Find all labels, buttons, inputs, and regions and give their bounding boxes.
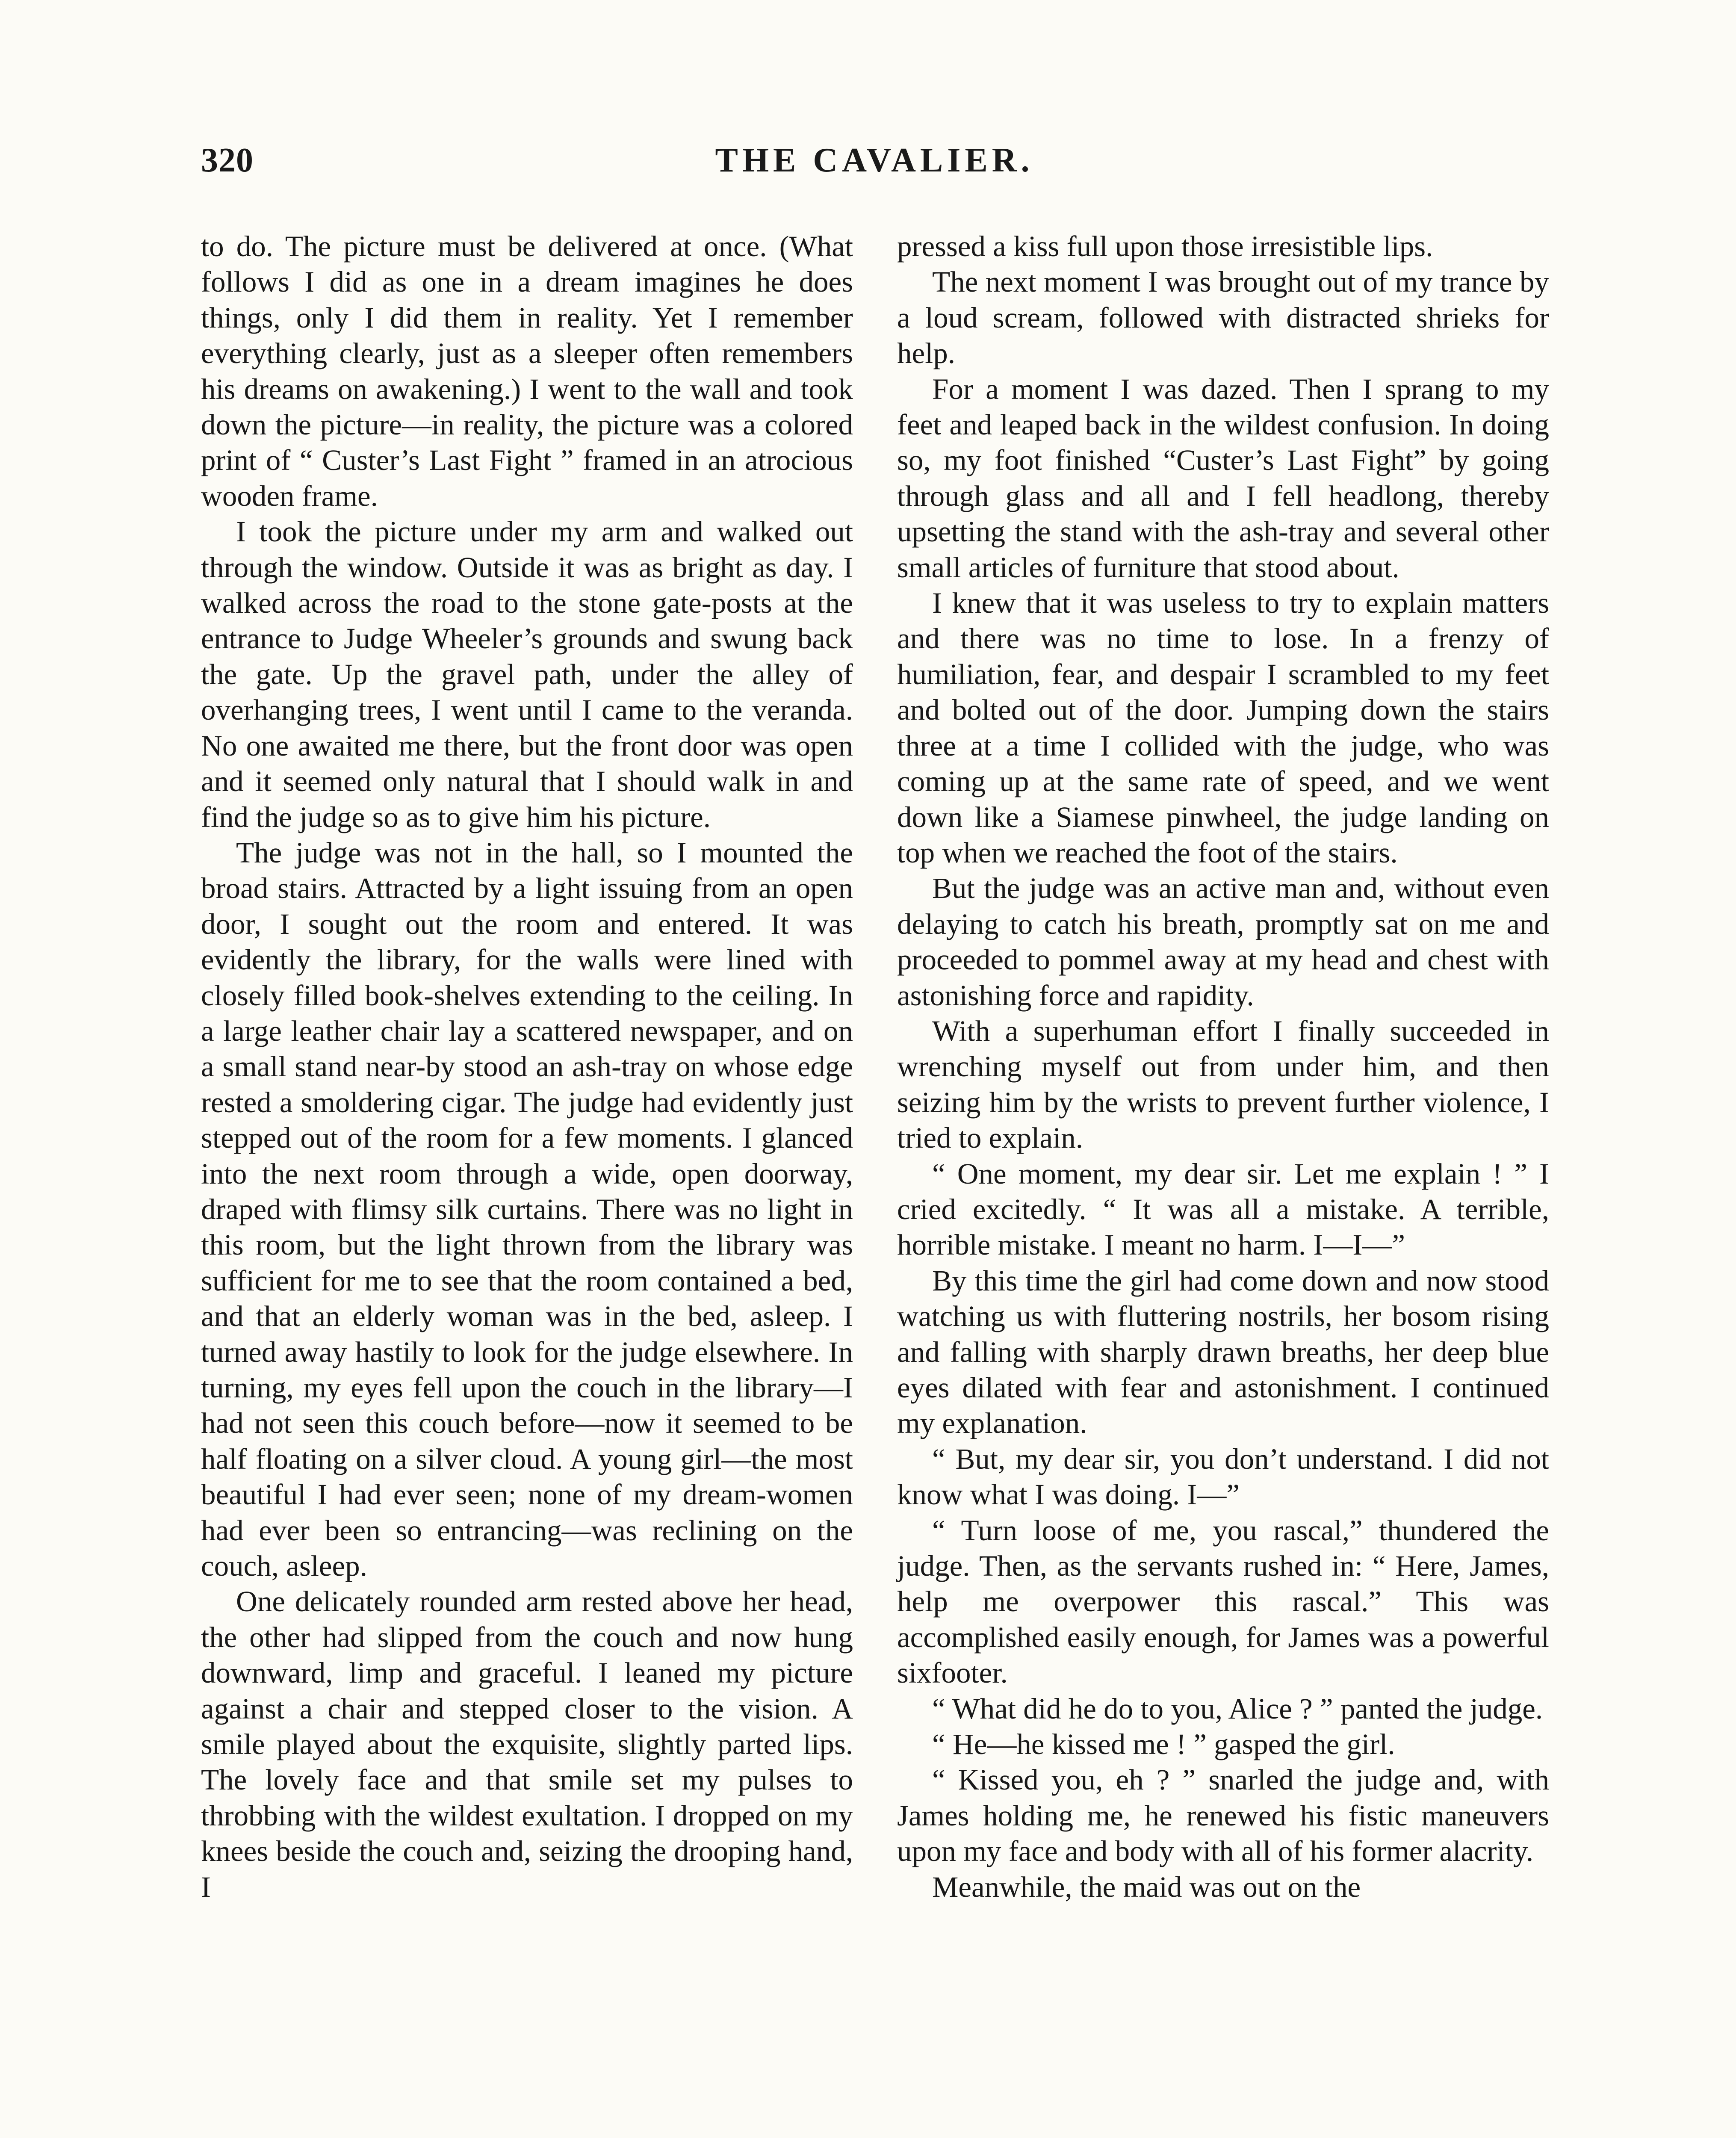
paragraph: pressed a kiss full upon those irresistible lips. — [897, 230, 1433, 263]
right-column — [897, 229, 1549, 1905]
paragraph: “ Turn loose of me, you rascal,” thundered the judge. Then, as the servants rushed in: “ Here, James, help me overpower this rascal.” This was accomplished easily enough, for James was a powerful sixfooter. — [897, 1514, 1549, 1689]
paragraph: For a moment I was dazed. Then I sprang to my feet and leaped back in the wildest confusion. In doing so, my foot finished “Custer’s Last Fight” by going through glass and all and I fell headlong, thereby upsetting the stand with the ash-tray and several other small articles of furniture that stood about. — [897, 372, 1549, 584]
paragraph: “ Kissed you, eh ? ” snarled the judge and, with James holding me, he renewed his fistic maneuvers upon my face and body with all of his former alacrity. — [897, 1763, 1549, 1868]
page-number: 320 — [201, 142, 254, 179]
paragraph: “ What did he do to you, Alice ? ” panted the judge. — [932, 1692, 1543, 1725]
paragraph: “ He—he kissed me ! ” gasped the girl. — [932, 1728, 1395, 1761]
paragraph: Meanwhile, the maid was out on the — [932, 1870, 1361, 1903]
paragraph: The judge was not in the hall, so I mounted the broad stairs. Attracted by a light issuing from an open door, I sought out the room and entered. It was evidently the library, for the walls were lined with closely filled book-shelves extending to the ceiling. In a large leather chair lay a scattered newspaper, and on a small stand near-by stood an ash-tray on whose edge rested a smoldering cigar. The judge had evidently just stepped out of the room for a few moments. I glanced into the next room through a wide, open doorway, draped with flimsy silk curtains. There was no light in this room, but the light thrown from the library was sufficient for me to see that the room contained a bed, and that an elderly woman was in the bed, asleep. I turned away hastily to look for the judge elsewhere. In turning, my eyes fell upon the couch in the library—I had not seen this couch before—now it seemed to be half floating on a silver cloud. A young girl—the most beautiful I had ever seen; none of my dream-women had ever been so entrancing—was reclining on the couch, asleep. — [201, 836, 853, 1583]
paragraph: “ One moment, my dear sir. Let me explain ! ” I cried excitedly. “ It was all a mistake. A terrible, horrible mistake. I meant no harm. I—I—” — [897, 1157, 1549, 1261]
paragraph: The next moment I was brought out of my trance by a loud scream, followed with distracted shrieks for help. — [897, 266, 1549, 370]
running-head: THE CAVALIER. — [715, 142, 1034, 179]
paragraph: I took the picture under my arm and walked out through the window. Outside it was as bright as day. I walked across the road to the stone gate-posts at the entrance to Judge Wheeler’s grounds and swung back the gate. Up the gravel path, under the alley of overhanging trees, I went until I came to the veranda. No one awaited me there, but the front door was open and it seemed only natural that I should walk in and find the judge so as to give him his picture. — [201, 515, 853, 833]
left-column — [201, 229, 853, 1905]
paragraph: “ But, my dear sir, you don’t understand. I did not know what I was doing. I—” — [897, 1442, 1549, 1511]
paragraph: One delicately rounded arm rested above her head, the other had slipped from the couch and now hung downward, limp and graceful. I leaned my picture against a chair and stepped closer to the vision. A smile played about the exquisite, slightly parted lips. The lovely face and that smile set my pulses to throbbing with the wildest exultation. I dropped on my knees beside the couch and, seizing the drooping hand, I — [201, 1585, 853, 1903]
paragraph: With a superhuman effort I finally succeeded in wrenching myself out from under him, and then seizing him by the wrists to prevent further violence, I tried to explain. — [897, 1014, 1549, 1155]
paragraph: I knew that it was useless to try to explain matters and there was no time to lose. In a frenzy of humiliation, fear, and despair I scrambled to my feet and bolted out of the door. Jumping down the stairs three at a time I collided with the judge, who was coming up at the same rate of speed, and we went down like a Siamese pinwheel, the judge landing on top when we reached the foot of the stairs. — [897, 587, 1549, 869]
paragraph: But the judge was an active man and, without even delaying to catch his breath, promptly sat on me and proceeded to pommel away at my head and chest with astonishing force and rapidity. — [897, 872, 1549, 1012]
page-header — [201, 141, 1548, 197]
paragraph: to do. The picture must be delivered at once. (What follows I did as one in a dream imagines he does things, only I did them in reality. Yet I remember everything clearly, just as a sleeper often remembers his dreams on awakening.) I went to the wall and took down the picture—in reality, the picture was a colored print of “ Custer’s Last Fight ” framed in an atrocious wooden frame. — [201, 230, 853, 512]
paragraph: By this time the girl had come down and now stood watching us with fluttering nostrils, her bosom rising and falling with sharply drawn breaths, her deep blue eyes dilated with fear and astonishment. I continued my explanation. — [897, 1264, 1549, 1440]
